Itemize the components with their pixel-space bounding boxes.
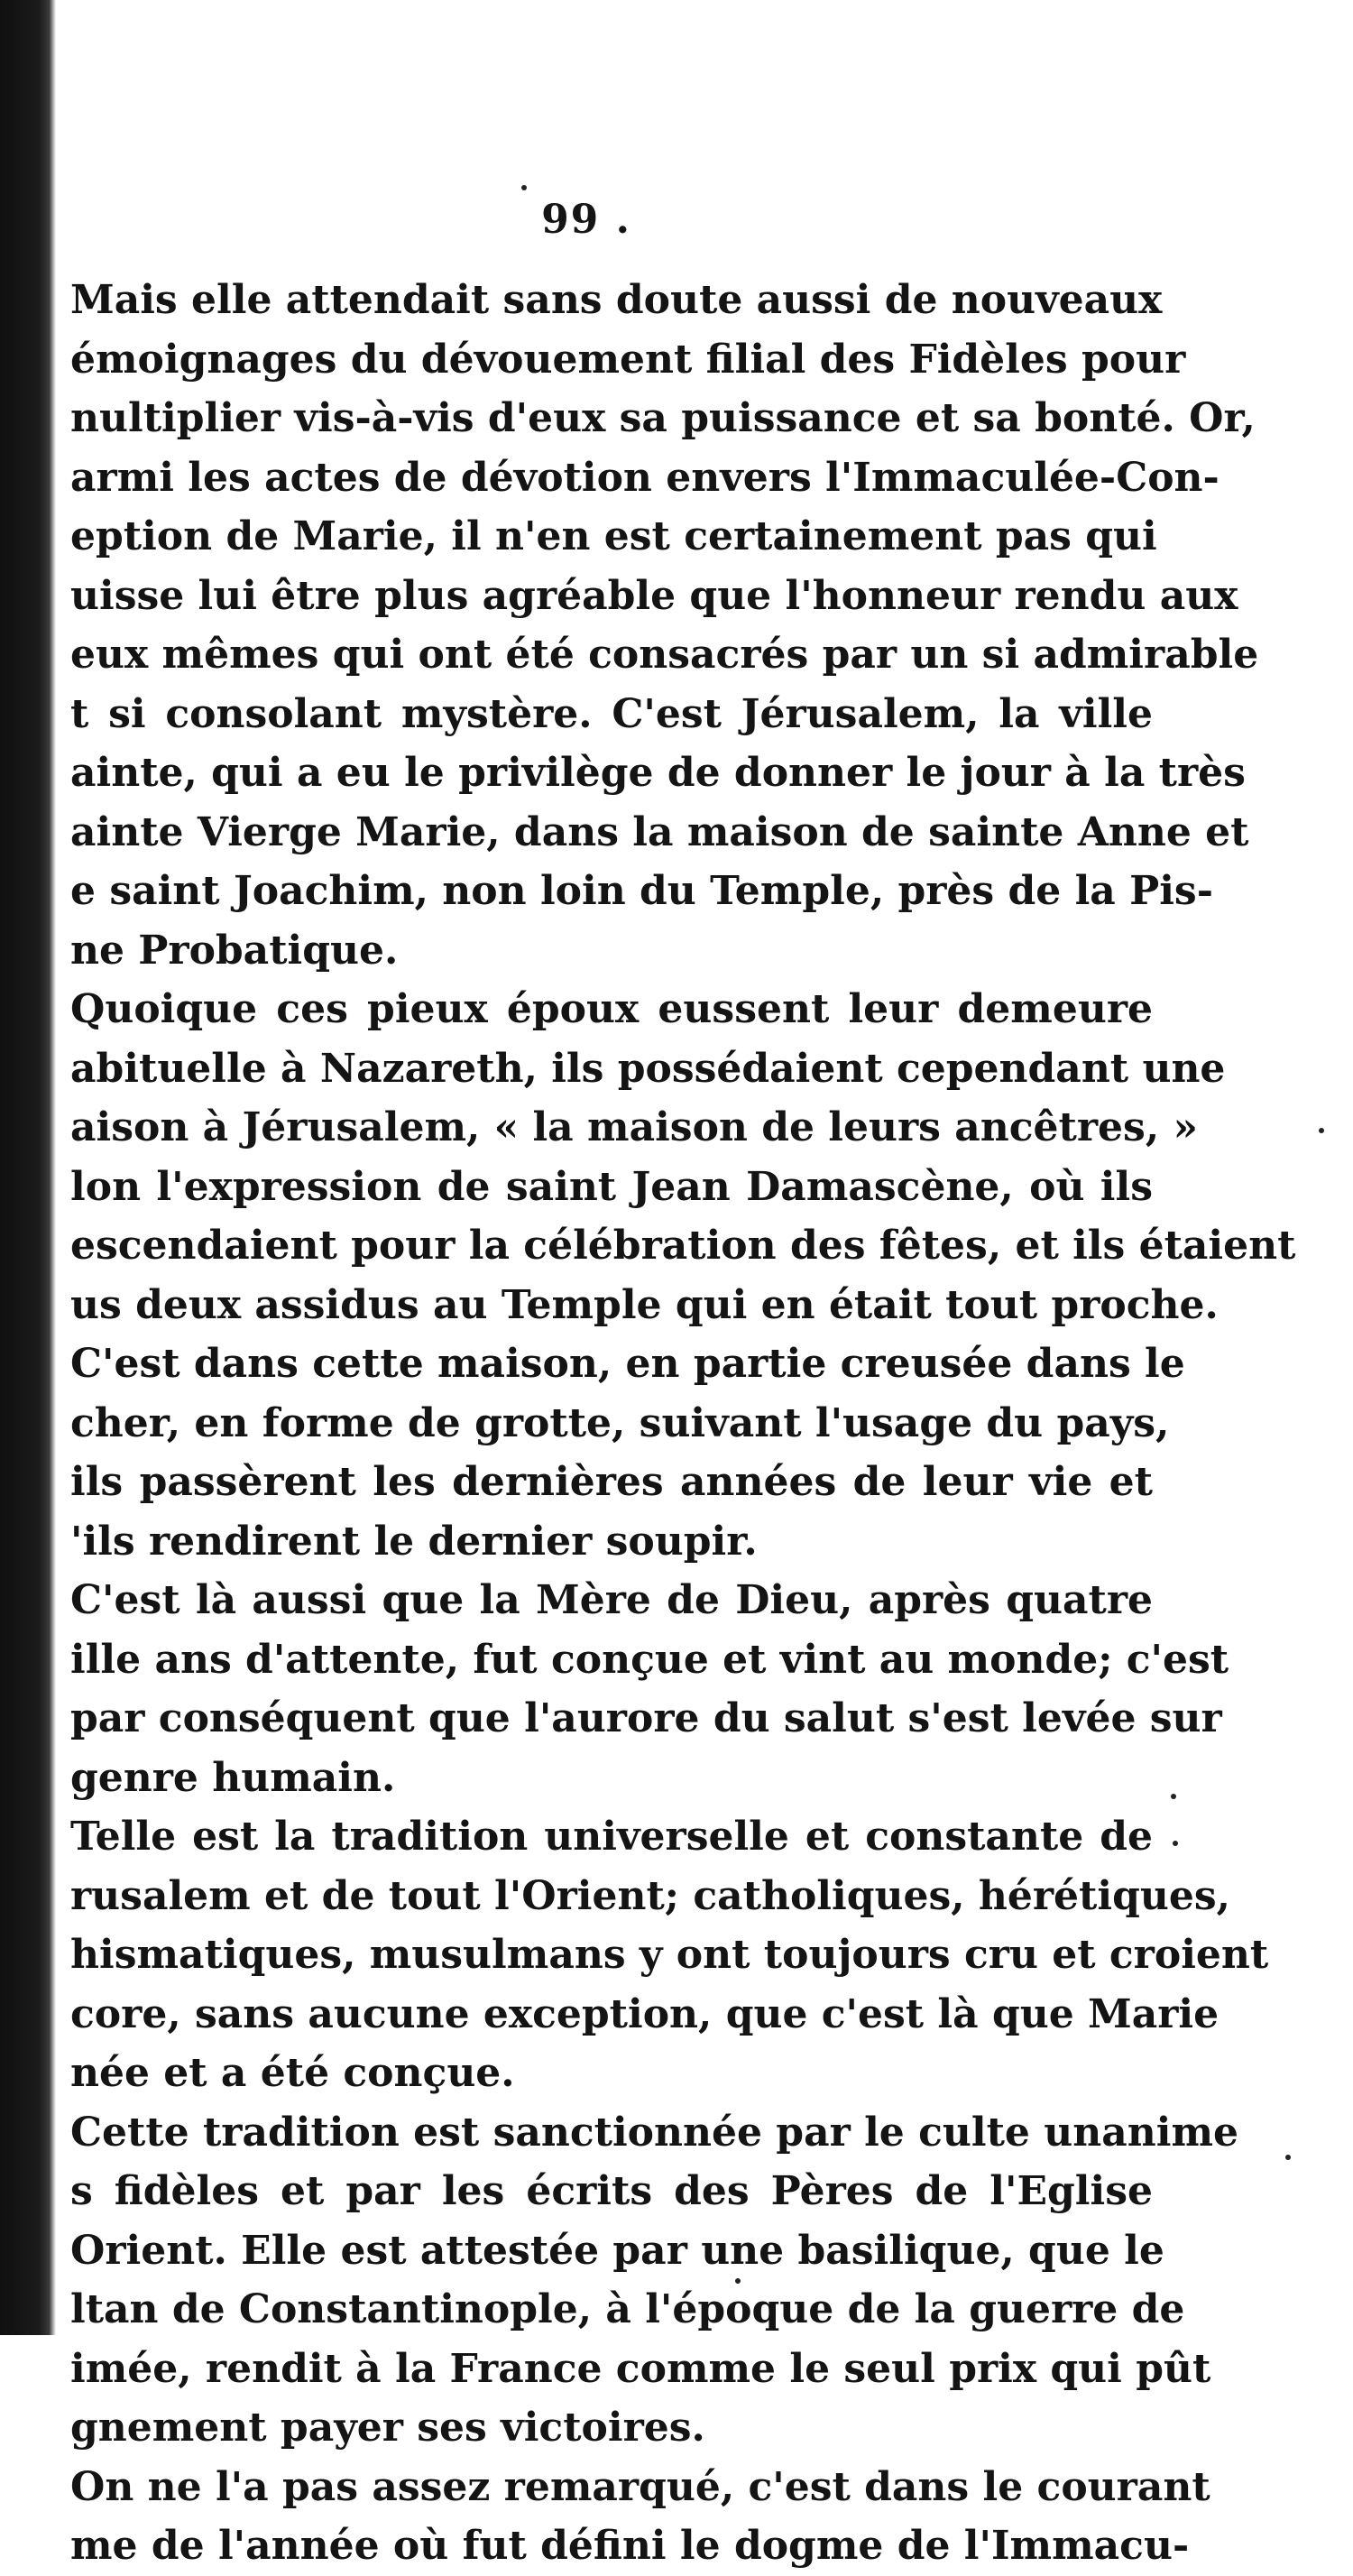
text-line: abituelle à Nazareth, ils possédaient cependant une [70, 1045, 1226, 1092]
text-line: us deux assidus au Temple qui en était tout proche. [70, 1281, 1219, 1328]
text-line: Orient. Elle est attestée par une basilique, que le [70, 2227, 1164, 2274]
text-line: aison à Jérusalem, « la maison de leurs ancêtres, » [70, 1104, 1198, 1150]
text-line: ille ans d'attente, fut conçue et vint au monde; c'est [70, 1636, 1229, 1683]
speck [1173, 1841, 1178, 1846]
text-line: C'est là aussi que la Mère de Dieu, après quatre [70, 1577, 1153, 1623]
text-line: core, sans aucune exception, que c'est là que Marie [70, 1990, 1220, 2037]
text-line: ltan de Constantinople, à l'époque de la guerre de [70, 2286, 1185, 2332]
text-line: Telle est la tradition universelle et constante de [70, 1814, 1153, 1860]
text-line: C'est dans cette maison, en partie creusée dans le [70, 1341, 1185, 1387]
text-line: ainte, qui a eu le privilège de donner le jour à la très [70, 750, 1246, 796]
page-number: 99 . [541, 197, 631, 243]
text-line: nultiplier vis-à-vis d'eux sa puissance et sa bonté. Or, [70, 395, 1256, 441]
text-line: ainte Vierge Marie, dans la maison de sainte Anne et [70, 808, 1249, 855]
text-line: par conséquent que l'aurore du salut s'est levée sur [70, 1695, 1222, 1741]
text-line: escendaient pour la célébration des fêtes, et ils étaient [70, 1223, 1296, 1269]
text-line: rusalem et de tout l'Orient; catholiques, hérétiques, [70, 1872, 1230, 1919]
text-line: cher, en forme de grotte, suivant l'usage du pays, [70, 1399, 1170, 1446]
text-line: armi les actes de dévotion envers l'Immaculée-Con- [70, 454, 1220, 501]
text-line: Cette tradition est sanctionnée par le culte unanime [70, 2109, 1238, 2156]
text-line: imée, rendit à la France comme le seul prix qui pût [70, 2345, 1211, 2392]
text-line: gnement payer ses victoires. [70, 2405, 705, 2451]
speck [1171, 1794, 1176, 1799]
text-line: s fidèles et par les écrits des Pères de l'Eglise [70, 2168, 1153, 2214]
text-line: émoignages du dévouement filial des Fidèles pour [70, 336, 1186, 383]
speck [1319, 1128, 1324, 1133]
text-line: t si consolant mystère. C'est Jérusalem, la ville [70, 690, 1153, 737]
text-line: ne Probatique. [70, 927, 399, 974]
text-line: eption de Marie, il n'en est certainement pas qui [70, 513, 1157, 559]
text-line: née et a été conçue. [70, 2050, 515, 2096]
text-line: hismatiques, musulmans y ont toujours cru et croient [70, 1932, 1269, 1978]
speck [521, 185, 527, 190]
text-line: me de l'année où fut défini le dogme de l'Immacu- [70, 2523, 1190, 2569]
text-line: ils passèrent les dernières années de leur vie et [70, 1459, 1153, 1505]
binding-edge [0, 0, 56, 2335]
text-line: eux mêmes qui ont été consacrés par un si admirable [70, 632, 1259, 678]
text-line: Mais elle attendait sans doute aussi de nouveaux [70, 277, 1163, 323]
speck [1285, 2155, 1291, 2160]
text-line: genre humain. [70, 1754, 396, 1801]
text-line: 'ils rendirent le dernier soupir. [70, 1518, 758, 1565]
text-line: e saint Joachim, non loin du Temple, près de la Pis- [70, 868, 1213, 914]
text-line: uisse lui être plus agréable que l'honneur rendu aux [70, 572, 1238, 619]
text-line: Quoique ces pieux époux eussent leur demeure [70, 986, 1153, 1032]
text-line: lon l'expression de saint Jean Damascène, où ils [70, 1163, 1153, 1210]
body-text [70, 271, 1296, 2576]
text-line: On ne l'a pas assez remarqué, c'est dans le courant [70, 2463, 1210, 2510]
